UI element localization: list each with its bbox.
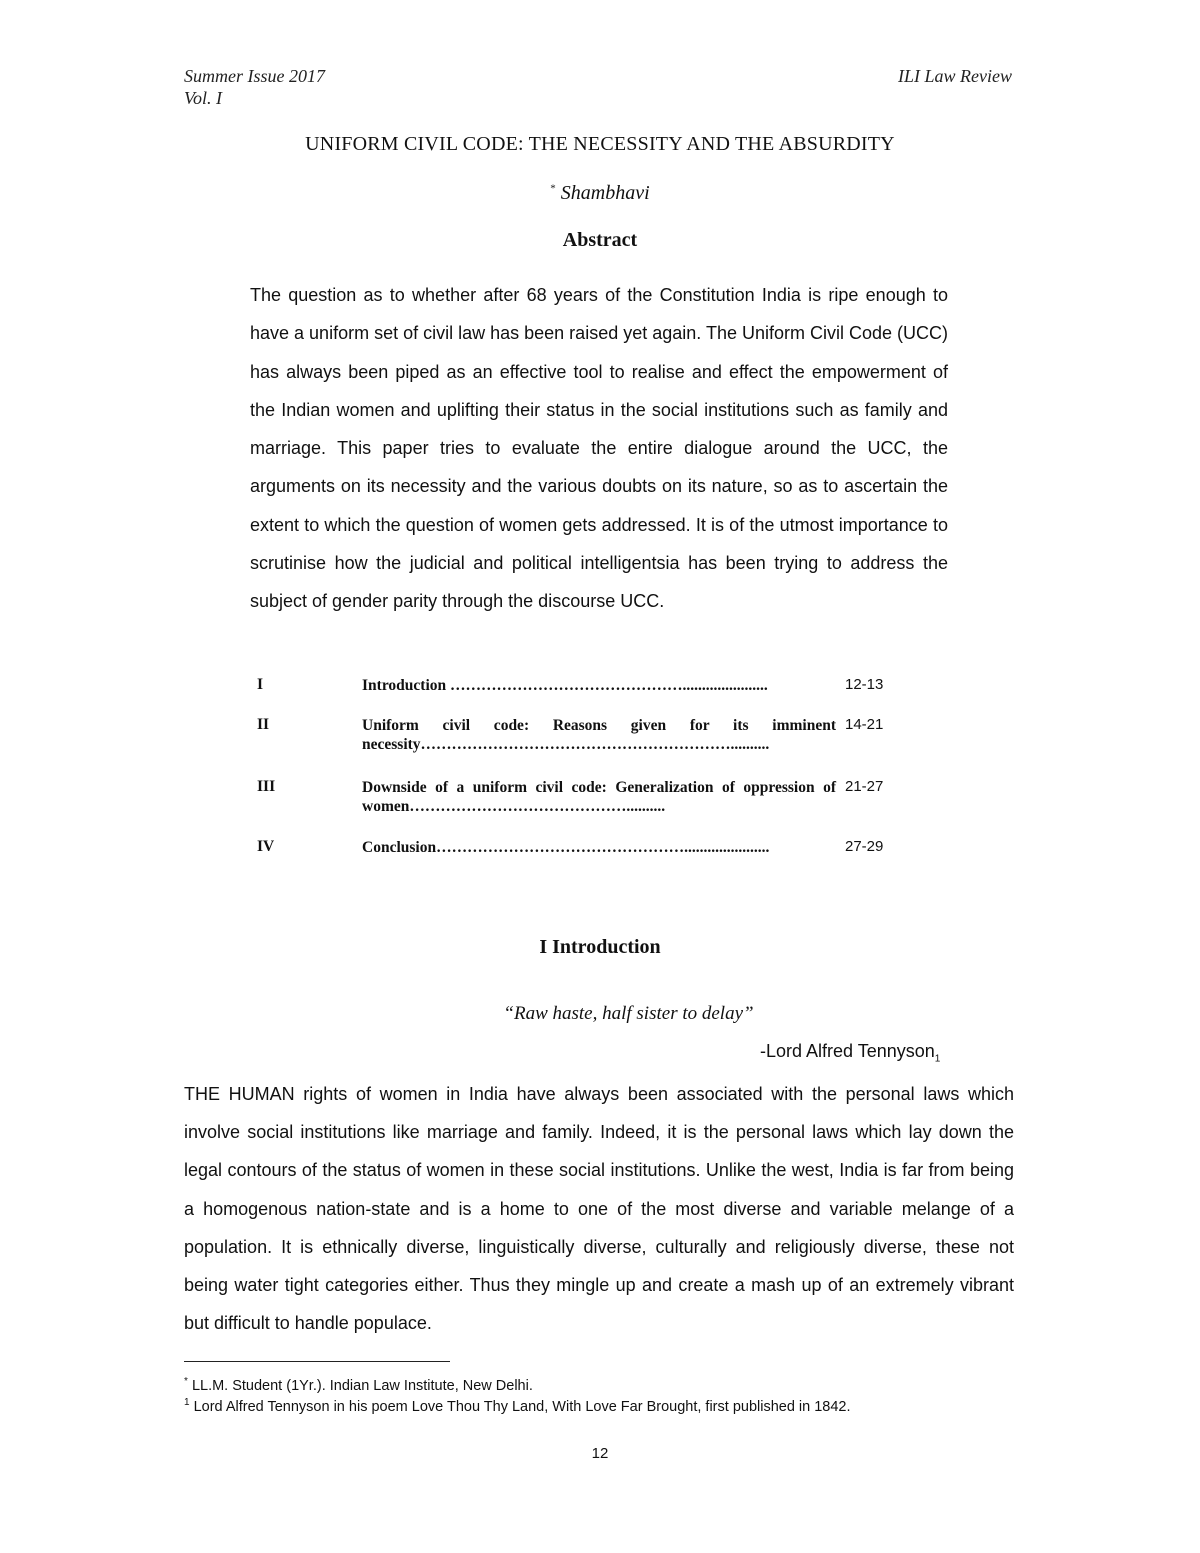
toc-row <box>257 778 892 838</box>
toc-number: IV <box>257 838 275 855</box>
toc-pages: 27-29 <box>845 838 884 855</box>
footnote-divider <box>184 1361 450 1362</box>
toc-row <box>257 676 892 716</box>
abstract-heading: Abstract <box>562 229 638 251</box>
attribution-footnote-mark: 1 <box>934 1053 941 1065</box>
page-number: 12 <box>591 1445 609 1462</box>
body-paragraph: THE HUMAN rights of women in India have always been associated with the personal laws which involve social institutions like marriage and family. Indeed, it is the personal laws which lay down the legal contours of the status of women in these social institutions. Unlike the west, India is far from being a homogenous nation-state and is a home to one of the most diverse and variable melange of a population. It is ethnically diverse, linguistically diverse, culturally and religiously diverse, these not being water tight categories either. Thus they mingle up and create a mash up of an extremely vibrant but difficult to handle populace. <box>184 1084 1014 1334</box>
footnote-text: LL.M. Student (1Yr.). Indian Law Institute, New Delhi. <box>191 1377 533 1394</box>
author-name: Shambhavi <box>560 182 650 204</box>
header-issue: Summer Issue 2017 <box>184 66 325 86</box>
footnote-mark: * <box>184 1376 188 1387</box>
header-journal: ILI Law Review <box>898 66 1012 86</box>
toc-pages: 14-21 <box>845 716 884 733</box>
toc-pages: 21-27 <box>845 778 884 795</box>
toc-number: I <box>257 676 264 693</box>
footnote <box>184 1397 851 1415</box>
toc-title: Uniform civil code: Reasons given for its imminent necessity…………………………………………………….......... <box>362 717 836 753</box>
author-footnote-mark: * <box>550 182 556 195</box>
toc-row <box>257 838 892 868</box>
toc-title: Introduction ………………………………………...................... <box>362 677 768 694</box>
article-title: UNIFORM CIVIL CODE: THE NECESSITY AND THE ABSURDITY <box>305 133 895 155</box>
author-line <box>0 182 1200 205</box>
table-of-contents <box>257 676 892 868</box>
section-heading: I Introduction <box>539 936 661 958</box>
toc-title: Conclusion…………………………………………...................... <box>362 839 770 856</box>
toc-number: III <box>257 778 276 795</box>
footnote-text: Lord Alfred Tennyson in his poem Love Thou Thy Land, With Love Far Brought, first published in 1842. <box>193 1398 851 1415</box>
toc-row <box>257 716 892 778</box>
header-volume: Vol. I <box>184 88 222 108</box>
abstract-text: The question as to whether after 68 years of the Constitution India is ripe enough to have a uniform set of civil law has been raised yet again. The Uniform Civil Code (UCC) has always been piped as an effective tool to realise and effect the empowerment of the Indian women and uplifting their status in the social institutions such as family and marriage. This paper tries to evaluate the entire dialogue around the UCC, the arguments on its necessity and the various doubts on its nature, so as to ascertain the extent to which the question of women gets addressed. It is of the utmost importance to scrutinise how the judicial and political intelligentsia has been trying to address the subject of gender parity through the discourse UCC. <box>250 285 948 612</box>
toc-title: Downside of a uniform civil code: Generalization of oppression of women…………………………………….......... <box>362 779 836 815</box>
toc-number: II <box>257 716 270 733</box>
toc-pages: 12-13 <box>845 676 884 693</box>
epigraph-attribution <box>760 1041 940 1065</box>
footnote-mark: 1 <box>184 1397 190 1408</box>
attribution-text: -Lord Alfred Tennyson <box>760 1041 935 1061</box>
epigraph: “Raw haste, half sister to delay” <box>503 1003 754 1024</box>
footnote <box>184 1376 533 1394</box>
